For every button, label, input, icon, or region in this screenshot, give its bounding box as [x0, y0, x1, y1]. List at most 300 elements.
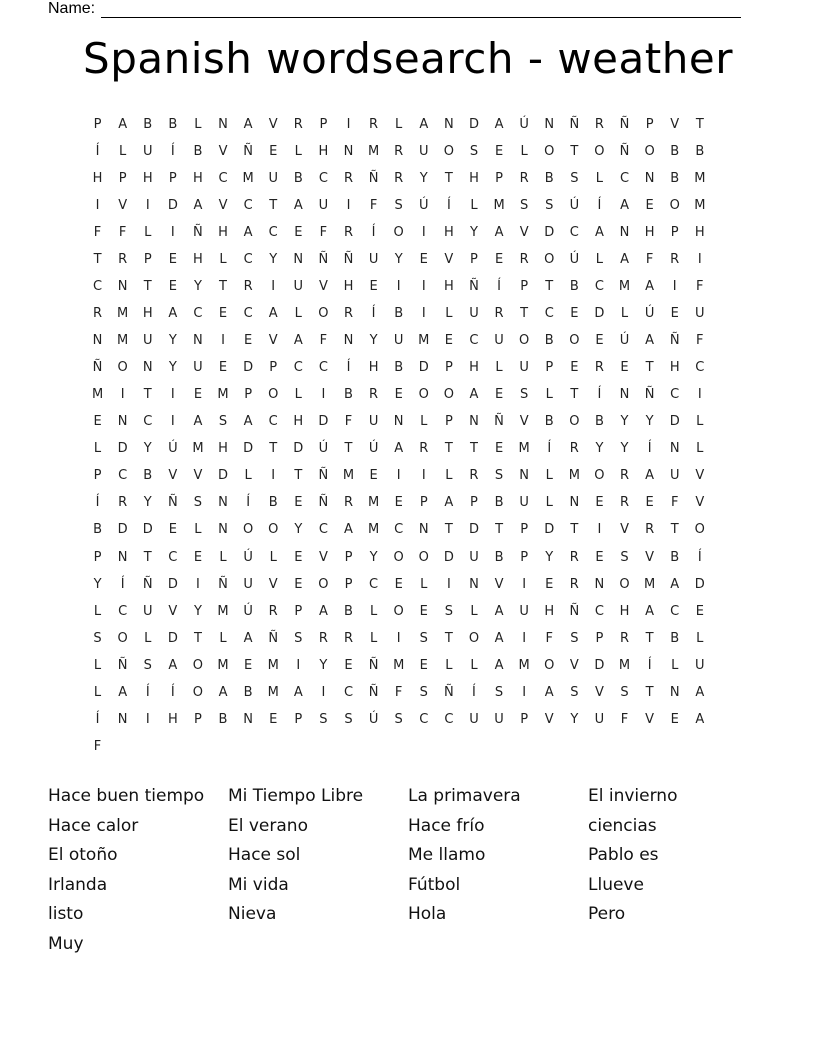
grid-letter: R	[369, 387, 379, 403]
grid-letter: L	[369, 630, 378, 646]
grid-letter: N	[443, 117, 454, 132]
grid-letter: A	[594, 225, 604, 241]
grid-letter: U	[293, 279, 304, 295]
grid-letter: A	[193, 414, 203, 430]
grid-letter: E	[394, 495, 403, 511]
grid-letter: D	[293, 441, 304, 457]
grid-letter: N	[393, 414, 404, 430]
grid-letter: F	[670, 495, 679, 511]
grid-letter: I	[145, 711, 150, 727]
grid-letter: T	[269, 441, 278, 457]
grid-letter: E	[168, 522, 177, 538]
grid-letter: Ñ	[142, 576, 153, 592]
grid-letter: B	[494, 549, 504, 565]
grid-letter: N	[117, 549, 128, 565]
word-list-item: listo	[48, 904, 84, 925]
grid-letter: R	[569, 576, 579, 592]
grid-letter: F	[118, 225, 127, 241]
grid-letter: C	[569, 225, 579, 241]
grid-letter: U	[393, 333, 404, 349]
grid-letter: I	[446, 576, 451, 592]
grid-letter: A	[620, 252, 629, 268]
grid-letter: R	[343, 171, 353, 187]
grid-letter: L	[194, 522, 202, 538]
grid-letter: U	[519, 495, 529, 511]
grid-letter: R	[645, 522, 655, 538]
grid-letter: Í	[446, 198, 451, 214]
grid-letter: B	[695, 144, 705, 160]
grid-letter: C	[193, 306, 203, 322]
grid-letter: O	[594, 144, 605, 160]
grid-letter: M	[568, 468, 580, 484]
grid-letter: D	[544, 522, 555, 538]
grid-letter: F	[319, 333, 328, 349]
grid-letter: P	[470, 495, 478, 511]
grid-letter: L	[620, 306, 629, 322]
grid-letter: T	[570, 144, 579, 160]
grid-letter: Ñ	[117, 657, 128, 673]
grid-letter: Y	[193, 279, 202, 295]
grid-letter: I	[597, 522, 602, 538]
grid-letter: I	[421, 225, 426, 241]
grid-letter: S	[469, 144, 479, 160]
grid-letter: L	[369, 603, 378, 619]
grid-letter: S	[620, 684, 629, 700]
grid-letter: L	[671, 657, 679, 673]
grid-letter: E	[670, 306, 679, 322]
grid-letter: E	[369, 468, 378, 484]
page-title: Spanish wordsearch - weather	[83, 34, 733, 83]
grid-letter: A	[293, 684, 303, 700]
grid-letter: R	[118, 495, 128, 511]
grid-letter: D	[594, 657, 605, 673]
grid-letter: D	[418, 360, 429, 376]
grid-letter: C	[318, 360, 328, 376]
grid-letter: L	[470, 198, 478, 214]
grid-letter: P	[344, 549, 353, 565]
grid-letter: L	[219, 252, 227, 268]
grid-letter: Ñ	[218, 576, 228, 592]
grid-letter: T	[444, 441, 453, 457]
grid-letter: B	[670, 630, 680, 646]
grid-letter: D	[117, 441, 128, 457]
grid-letter: I	[321, 684, 326, 700]
grid-letter: Í	[697, 549, 702, 565]
grid-letter: R	[93, 306, 103, 322]
grid-letter: S	[419, 684, 428, 700]
grid-letter: O	[544, 657, 555, 673]
grid-letter: F	[696, 333, 704, 349]
grid-letter: C	[594, 603, 604, 619]
grid-letter: M	[242, 171, 254, 187]
grid-letter: I	[396, 468, 401, 484]
grid-letter: H	[368, 360, 379, 376]
grid-letter: Í	[647, 441, 652, 457]
grid-letter: B	[93, 522, 102, 538]
word-list-item: Hace sol	[228, 845, 301, 866]
grid-letter: N	[218, 117, 228, 132]
grid-letter: Ú	[243, 603, 253, 619]
grid-letter: O	[443, 144, 454, 160]
grid-letter: V	[695, 468, 705, 484]
grid-letter: E	[620, 360, 629, 376]
grid-letter: T	[695, 117, 704, 132]
grid-letter: N	[469, 576, 479, 592]
grid-letter: T	[444, 522, 453, 538]
grid-letter: R	[394, 144, 404, 160]
grid-letter: Ñ	[92, 360, 103, 376]
grid-letter: H	[469, 360, 479, 376]
grid-letter: D	[218, 468, 229, 484]
grid-letter: Y	[319, 657, 328, 673]
grid-letter: Ú	[419, 198, 429, 214]
grid-letter: L	[294, 387, 302, 403]
grid-letter: I	[321, 387, 326, 403]
grid-letter: E	[419, 657, 428, 673]
grid-letter: A	[645, 279, 655, 295]
grid-letter: O	[619, 576, 630, 592]
grid-letter: L	[294, 306, 302, 322]
grid-letter: Y	[93, 576, 102, 592]
grid-letter: P	[520, 711, 529, 727]
grid-letter: M	[192, 441, 204, 457]
grid-letter: F	[93, 738, 102, 754]
grid-letter: N	[343, 333, 354, 349]
grid-letter: R	[118, 252, 128, 268]
grid-letter: B	[143, 468, 153, 484]
name-underline	[101, 2, 741, 18]
grid-letter: Ñ	[318, 468, 329, 484]
grid-letter: D	[318, 414, 329, 430]
grid-letter: A	[293, 333, 303, 349]
grid-letter: M	[518, 441, 530, 457]
grid-letter: Í	[246, 495, 251, 511]
grid-letter: V	[168, 603, 178, 619]
grid-letter: E	[93, 414, 102, 430]
grid-letter: R	[619, 630, 630, 646]
grid-letter: E	[545, 576, 554, 592]
grid-letter: L	[495, 360, 503, 376]
grid-letter: V	[268, 117, 278, 132]
grid-letter: P	[444, 414, 453, 430]
grid-letter: P	[194, 711, 202, 727]
grid-letter: R	[519, 171, 529, 187]
grid-letter: Í	[547, 441, 552, 457]
grid-letter: N	[293, 252, 304, 268]
word-list-item: Pero	[588, 904, 626, 925]
grid-letter: L	[445, 657, 453, 673]
grid-letter: M	[117, 333, 129, 349]
grid-letter: Í	[371, 225, 376, 241]
grid-letter: Y	[369, 549, 378, 565]
grid-letter: O	[443, 387, 454, 403]
grid-letter: R	[469, 468, 479, 484]
grid-letter: C	[619, 171, 630, 187]
grid-letter: L	[545, 468, 553, 484]
grid-letter: U	[695, 657, 705, 673]
grid-letter: T	[570, 522, 579, 538]
grid-letter: Ñ	[343, 252, 354, 268]
grid-letter: N	[142, 360, 153, 376]
grid-letter: B	[544, 414, 554, 430]
grid-letter: L	[420, 576, 428, 592]
grid-letter: B	[494, 495, 504, 511]
grid-letter: M	[267, 684, 279, 700]
grid-letter: A	[344, 522, 353, 538]
grid-letter: Ñ	[368, 684, 379, 700]
grid-letter: Ñ	[193, 225, 203, 241]
grid-letter: R	[519, 252, 529, 268]
grid-letter: N	[117, 711, 128, 727]
grid-letter: Ñ	[368, 171, 379, 187]
grid-letter: L	[294, 144, 302, 160]
grid-letter: M	[493, 198, 505, 214]
grid-letter: P	[444, 360, 453, 376]
grid-letter: Y	[369, 333, 378, 349]
grid-letter: P	[595, 630, 604, 646]
grid-letter: S	[570, 171, 579, 187]
grid-letter: P	[294, 603, 303, 619]
grid-letter: D	[167, 576, 178, 592]
grid-letter: M	[367, 495, 380, 511]
grid-letter: H	[443, 279, 454, 295]
grid-letter: D	[243, 360, 254, 376]
grid-letter: I	[697, 387, 702, 403]
grid-letter: P	[545, 360, 554, 376]
grid-letter: O	[669, 198, 680, 214]
word-list-item: Hola	[408, 904, 447, 925]
grid-letter: E	[294, 225, 303, 241]
grid-letter: B	[293, 171, 303, 187]
grid-letter: P	[419, 495, 428, 511]
grid-letter: R	[293, 117, 303, 132]
grid-letter: V	[620, 522, 629, 538]
grid-letter: H	[218, 225, 228, 241]
grid-letter: Ú	[619, 333, 630, 349]
grid-letter: V	[670, 117, 680, 132]
grid-letter: P	[143, 252, 152, 268]
grid-letter: C	[143, 414, 153, 430]
grid-letter: U	[594, 711, 605, 727]
word-list-item: Muy	[48, 933, 84, 954]
grid-letter: E	[595, 495, 604, 511]
grid-letter: S	[93, 630, 102, 646]
grid-letter: L	[696, 441, 704, 457]
grid-letter: E	[494, 441, 504, 457]
grid-letter: U	[469, 306, 479, 322]
grid-letter: A	[118, 117, 128, 132]
grid-letter: E	[494, 252, 504, 268]
grid-letter: C	[318, 171, 328, 187]
grid-letter: E	[670, 711, 679, 727]
grid-letter: P	[520, 549, 529, 565]
grid-letter: L	[93, 603, 102, 619]
grid-letter: C	[93, 279, 103, 295]
grid-letter: Í	[597, 198, 602, 214]
grid-letter: D	[468, 522, 479, 538]
grid-letter: C	[118, 468, 128, 484]
grid-letter: I	[145, 198, 150, 214]
grid-letter: N	[117, 414, 128, 430]
word-list-item: ciencias	[588, 815, 657, 836]
grid-letter: I	[522, 576, 527, 592]
grid-letter: E	[570, 360, 579, 376]
grid-letter: P	[319, 117, 328, 132]
grid-letter: E	[168, 279, 177, 295]
grid-letter: U	[368, 414, 379, 430]
grid-letter: B	[168, 117, 178, 132]
grid-letter: L	[93, 441, 102, 457]
grid-letter: B	[344, 387, 353, 403]
grid-letter: R	[343, 630, 353, 646]
grid-letter: M	[644, 576, 656, 592]
grid-letter: H	[694, 225, 705, 241]
grid-letter: I	[271, 468, 276, 484]
grid-letter: S	[494, 468, 504, 484]
grid-letter: M	[518, 657, 530, 673]
grid-letter: N	[418, 522, 429, 538]
grid-letter: R	[670, 252, 680, 268]
grid-letter: L	[520, 144, 528, 160]
grid-letter: S	[620, 549, 629, 565]
grid-letter: L	[93, 684, 102, 700]
grid-letter: D	[443, 549, 454, 565]
grid-letter: Ñ	[318, 495, 329, 511]
grid-letter: H	[142, 171, 153, 187]
grid-letter: F	[319, 225, 328, 241]
grid-letter: C	[268, 225, 278, 241]
grid-letter: A	[394, 441, 404, 457]
grid-letter: N	[92, 333, 103, 349]
grid-letter: P	[93, 117, 102, 132]
word-list-item: Hace buen tiempo	[48, 786, 205, 806]
grid-letter: L	[696, 630, 704, 646]
grid-letter: Ñ	[619, 144, 630, 160]
grid-letter: A	[444, 495, 454, 511]
grid-letter: N	[218, 495, 228, 511]
grid-letter: L	[545, 495, 553, 511]
grid-letter: S	[344, 711, 353, 727]
grid-letter: U	[243, 576, 253, 592]
grid-letter: D	[167, 630, 178, 646]
grid-letter: Y	[645, 414, 654, 430]
grid-letter: A	[243, 117, 253, 132]
grid-letter: N	[644, 171, 655, 187]
grid-letter: N	[343, 144, 354, 160]
grid-letter: L	[119, 144, 127, 160]
grid-letter: C	[268, 414, 278, 430]
grid-letter: R	[343, 495, 353, 511]
grid-letter: L	[144, 630, 152, 646]
grid-letter: I	[170, 387, 175, 403]
grid-letter: H	[218, 441, 228, 457]
grid-letter: E	[294, 576, 303, 592]
grid-letter: A	[168, 306, 178, 322]
grid-letter: T	[143, 279, 152, 295]
grid-letter: Y	[394, 252, 403, 268]
grid-letter: C	[695, 360, 705, 376]
grid-letter: Ñ	[569, 603, 580, 619]
grid-letter: T	[193, 630, 202, 646]
grid-letter: E	[394, 387, 403, 403]
grid-letter: R	[268, 603, 278, 619]
grid-letter: M	[618, 657, 631, 673]
grid-letter: N	[218, 522, 228, 538]
grid-letter: I	[672, 279, 677, 295]
grid-letter: E	[294, 495, 303, 511]
grid-letter: U	[193, 360, 203, 376]
grid-letter: L	[696, 414, 704, 430]
grid-letter: O	[242, 522, 254, 538]
grid-letter: Í	[145, 684, 150, 700]
grid-letter: Y	[419, 171, 428, 187]
grid-letter: P	[118, 171, 127, 187]
grid-letter: L	[269, 549, 277, 565]
grid-letter: O	[544, 252, 555, 268]
grid-letter: V	[218, 144, 228, 160]
grid-letter: Y	[620, 414, 629, 430]
grid-letter: R	[494, 306, 504, 322]
grid-letter: P	[670, 225, 679, 241]
grid-letter: I	[522, 630, 527, 646]
grid-letter: E	[168, 252, 177, 268]
grid-letter: V	[544, 711, 554, 727]
grid-letter: I	[120, 387, 125, 403]
grid-letter: M	[217, 657, 229, 673]
grid-letter: O	[694, 522, 705, 538]
grid-letter: T	[93, 252, 102, 268]
grid-letter: P	[470, 252, 478, 268]
grid-letter: B	[544, 333, 554, 349]
grid-letter: L	[420, 414, 428, 430]
grid-letter: T	[444, 630, 453, 646]
grid-letter: A	[645, 603, 655, 619]
grid-letter: M	[267, 657, 279, 673]
grid-letter: T	[570, 387, 579, 403]
grid-letter: A	[168, 657, 178, 673]
grid-letter: I	[170, 225, 175, 241]
grid-letter: N	[243, 711, 253, 727]
grid-letter: B	[670, 171, 680, 187]
grid-letter: B	[394, 360, 404, 376]
grid-letter: V	[569, 657, 579, 673]
grid-letter: Í	[346, 360, 351, 376]
grid-letter: O	[318, 576, 329, 592]
grid-letter: Ñ	[619, 117, 630, 132]
grid-letter: Ñ	[443, 684, 454, 700]
grid-letter: M	[117, 306, 129, 322]
grid-letter: A	[318, 603, 328, 619]
grid-letter: E	[244, 657, 253, 673]
grid-letter: B	[193, 144, 203, 160]
grid-letter: E	[269, 144, 278, 160]
grid-letter: M	[618, 279, 631, 295]
grid-letter: N	[544, 117, 555, 132]
grid-letter: Y	[143, 441, 152, 457]
grid-letter: A	[118, 684, 128, 700]
grid-letter: A	[469, 387, 479, 403]
grid-letter: P	[294, 711, 303, 727]
word-list-item: Mi vida	[228, 874, 289, 895]
grid-letter: T	[344, 441, 353, 457]
word-list-item: El verano	[228, 815, 308, 836]
grid-letter: I	[396, 630, 401, 646]
grid-letter: Y	[143, 495, 152, 511]
grid-letter: A	[293, 198, 303, 214]
grid-letter: A	[670, 576, 680, 592]
grid-letter: V	[695, 495, 705, 511]
word-list-item: Fútbol	[408, 874, 461, 895]
